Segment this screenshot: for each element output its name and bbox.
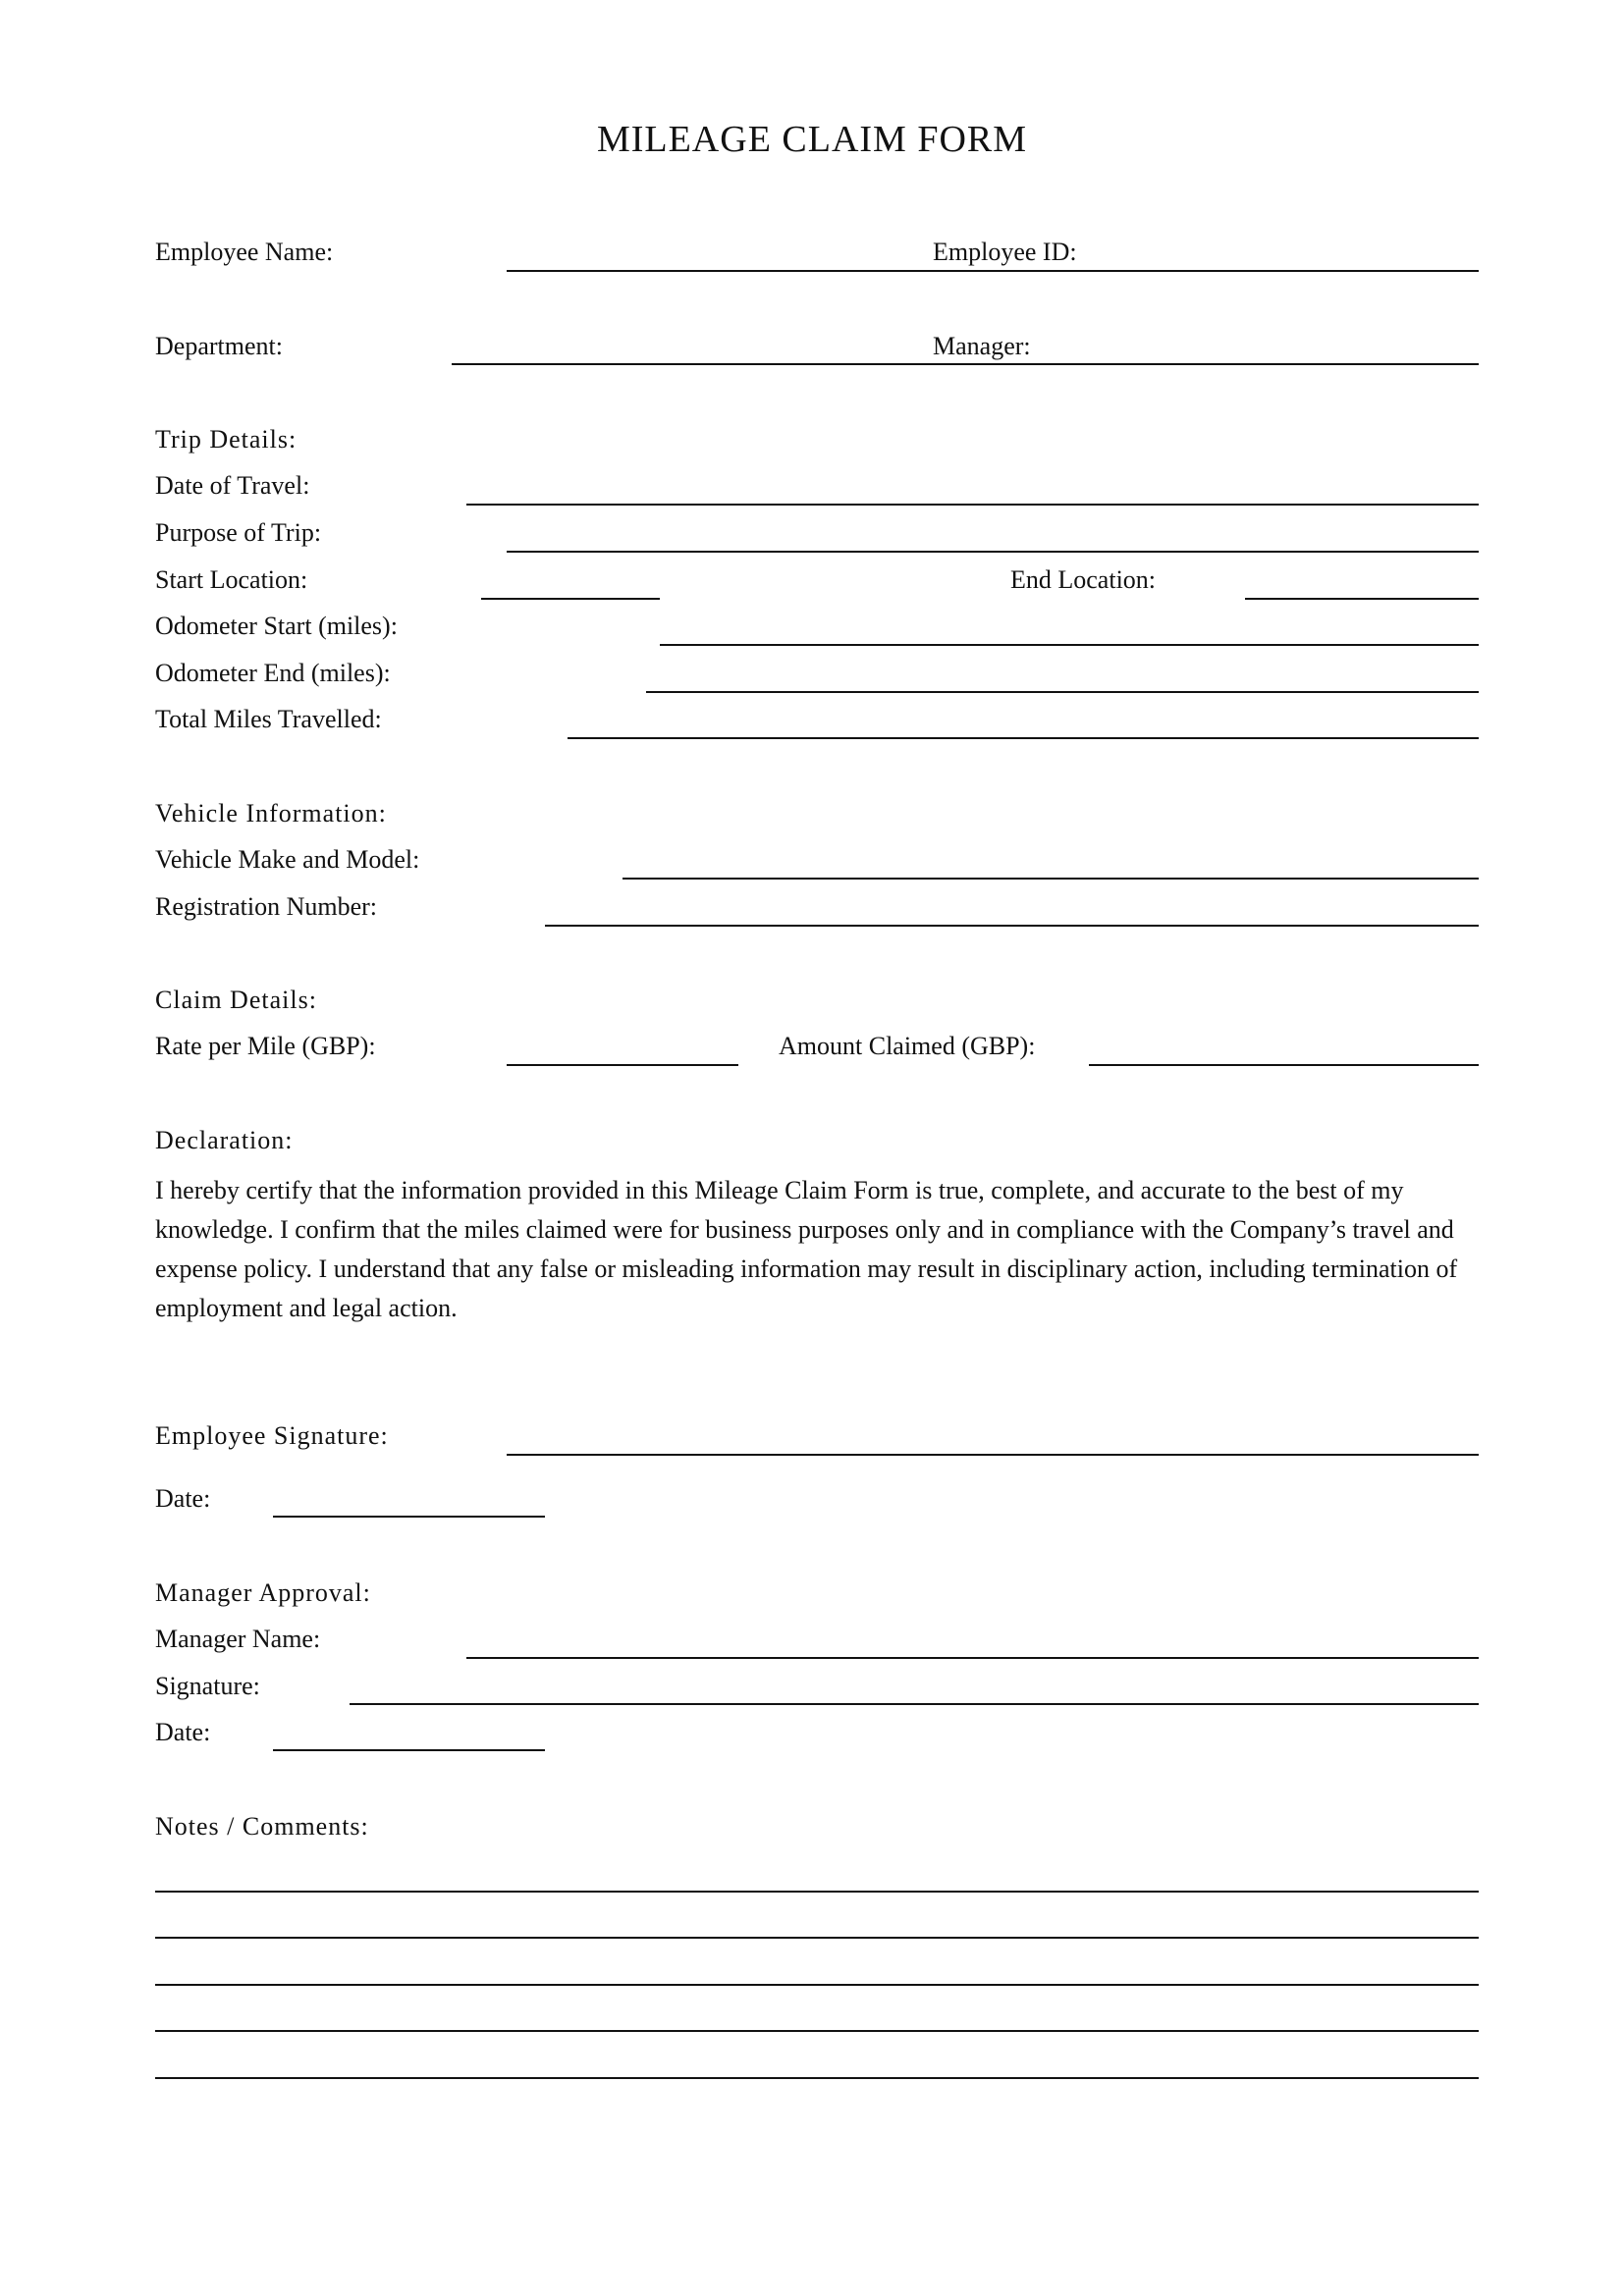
vehicle-info-heading: Vehicle Information:	[155, 799, 387, 828]
claim-details-heading: Claim Details:	[155, 986, 317, 1014]
trip-details-heading: Trip Details:	[155, 425, 298, 454]
manager-name-field[interactable]	[466, 1657, 1479, 1659]
vehicle-make-model-label: Vehicle Make and Model:	[155, 845, 420, 874]
declaration-heading: Declaration:	[155, 1126, 294, 1154]
date-of-travel-label: Date of Travel:	[155, 471, 310, 500]
vehicle-make-model-field[interactable]	[623, 878, 1479, 880]
notes-line[interactable]	[155, 2030, 1479, 2032]
employee-signature-field[interactable]	[507, 1454, 1479, 1456]
declaration-text: I hereby certify that the information provided in this Mileage Claim Form is true, complete, and accurate to the best of my knowledge. I confirm that the miles claimed were for business purposes only and in compliance with the Company’s travel and expense policy. I understand that any false or misleading information may result in disciplinary action, including termination of employment and legal action.	[155, 1176, 1458, 1322]
rate-per-mile-field[interactable]	[507, 1064, 738, 1066]
amount-claimed-field[interactable]	[1089, 1064, 1479, 1066]
department-label: Department:	[155, 332, 283, 360]
date-of-travel-field[interactable]	[466, 504, 1479, 506]
odometer-start-label: Odometer Start (miles):	[155, 612, 398, 640]
rate-per-mile-label: Rate per Mile (GBP):	[155, 1032, 376, 1060]
notes-heading: Notes / Comments:	[155, 1812, 369, 1841]
department-field[interactable]	[452, 363, 1479, 365]
notes-line[interactable]	[155, 2077, 1479, 2079]
employee-signature-label: Employee Signature:	[155, 1421, 389, 1450]
manager-label: Manager:	[933, 332, 1031, 360]
total-miles-label: Total Miles Travelled:	[155, 705, 382, 733]
employee-name-field[interactable]	[507, 270, 1479, 272]
manager-signature-field[interactable]	[350, 1703, 1479, 1705]
odometer-start-field[interactable]	[660, 644, 1479, 646]
manager-date-field[interactable]	[273, 1749, 545, 1751]
amount-claimed-label: Amount Claimed (GBP):	[779, 1032, 1036, 1060]
purpose-of-trip-field[interactable]	[507, 551, 1479, 553]
odometer-end-label: Odometer End (miles):	[155, 659, 391, 687]
manager-date-label: Date:	[155, 1718, 211, 1746]
notes-line[interactable]	[155, 1984, 1479, 1986]
end-location-label: End Location:	[1010, 565, 1157, 594]
registration-number-field[interactable]	[545, 925, 1479, 927]
employee-name-label: Employee Name:	[155, 238, 334, 266]
start-location-label: Start Location:	[155, 565, 308, 594]
odometer-end-field[interactable]	[646, 691, 1479, 693]
manager-approval-heading: Manager Approval:	[155, 1578, 371, 1607]
employee-date-label: Date:	[155, 1484, 211, 1513]
purpose-of-trip-label: Purpose of Trip:	[155, 518, 322, 547]
total-miles-field[interactable]	[568, 737, 1479, 739]
end-location-field[interactable]	[1245, 598, 1479, 600]
registration-number-label: Registration Number:	[155, 892, 378, 921]
form-title: MILEAGE CLAIM FORM	[596, 119, 1028, 160]
manager-signature-label: Signature:	[155, 1672, 260, 1700]
start-location-field[interactable]	[481, 598, 660, 600]
employee-date-field[interactable]	[273, 1516, 545, 1518]
notes-line[interactable]	[155, 1891, 1479, 1893]
notes-line[interactable]	[155, 1937, 1479, 1939]
manager-name-label: Manager Name:	[155, 1625, 321, 1653]
employee-id-label: Employee ID:	[933, 238, 1077, 266]
